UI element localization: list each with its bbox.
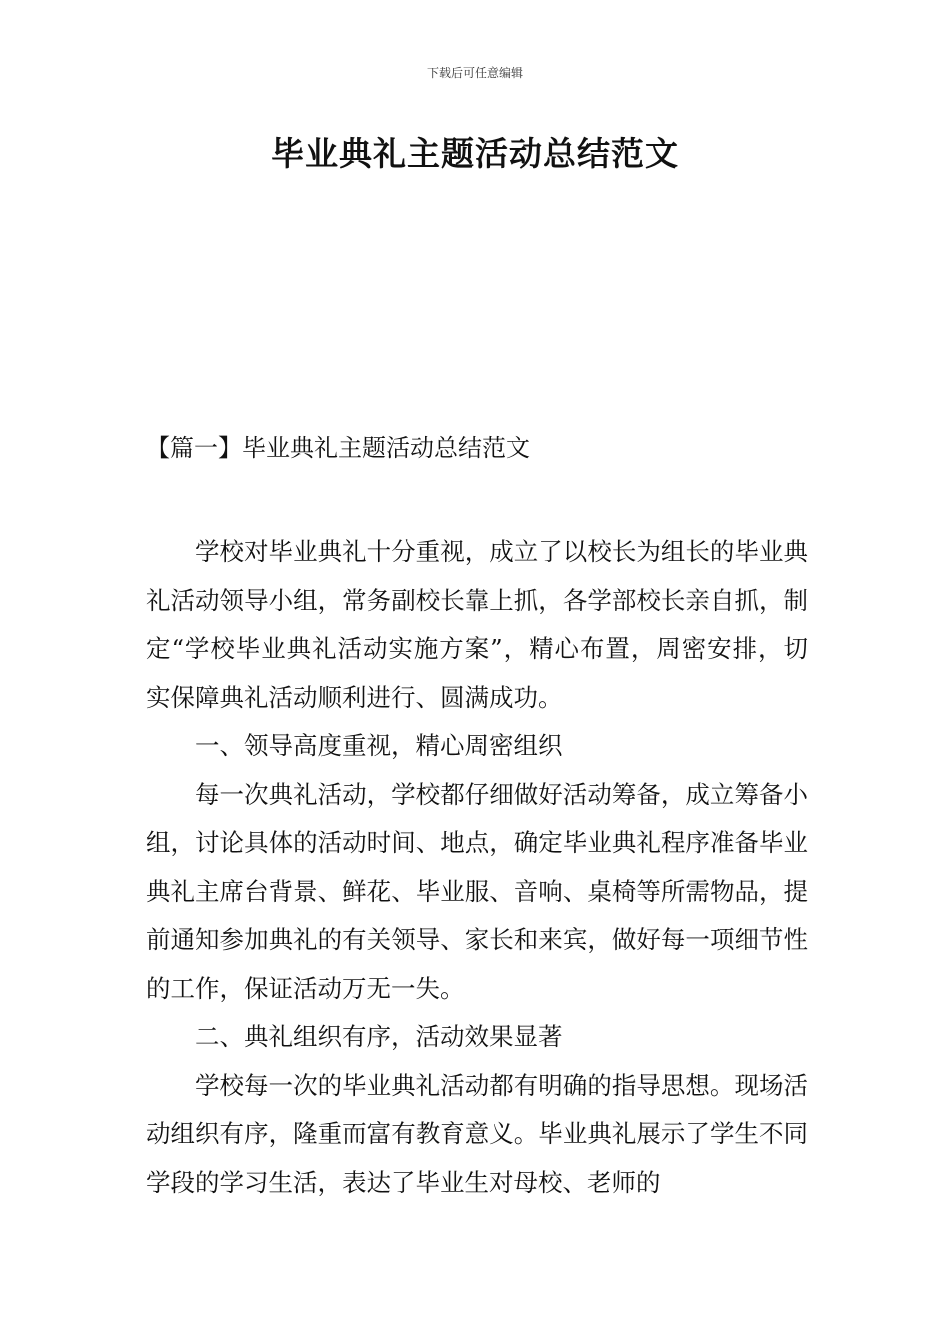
- subheading-paragraph: 二、典礼组织有序，活动效果显著: [195, 1022, 563, 1051]
- page-header-note: 下载后可任意编辑: [426, 66, 523, 80]
- subheading-paragraph: 一、领导高度重视，精心周密组织: [195, 731, 563, 760]
- document-title: 毕业典礼主题活动总结范文: [271, 134, 679, 173]
- document-body: [146, 528, 808, 1207]
- body-paragraph: 每一次典礼活动，学校都仔细做好活动筹备，成立筹备小组，讨论具体的活动时间、地点，确定毕业典礼程序准备毕业典礼主席台背景、鲜花、毕业服、音响、桌椅等所需物品，提前通知参加典礼的有关领导、家长和来宾，做好每一项细节性的工作，保证活动万无一失。: [146, 779, 808, 1003]
- body-paragraph: 学校对毕业典礼十分重视，成立了以校长为组长的毕业典礼活动领导小组，常务副校长靠上抓，各学部校长亲自抓，制定“学校毕业典礼活动实施方案”，精心布置，周密安排，切实保障典礼活动顺利进行、圆满成功。: [146, 537, 808, 712]
- body-paragraph: 学校每一次的毕业典礼活动都有明确的指导思想。现场活动组织有序，隆重而富有教育意义。毕业典礼展示了学生不同学段的学习生活，表达了毕业生对母校、老师的: [146, 1070, 808, 1197]
- section-heading: 【篇一】毕业典礼主题活动总结范文: [146, 434, 530, 462]
